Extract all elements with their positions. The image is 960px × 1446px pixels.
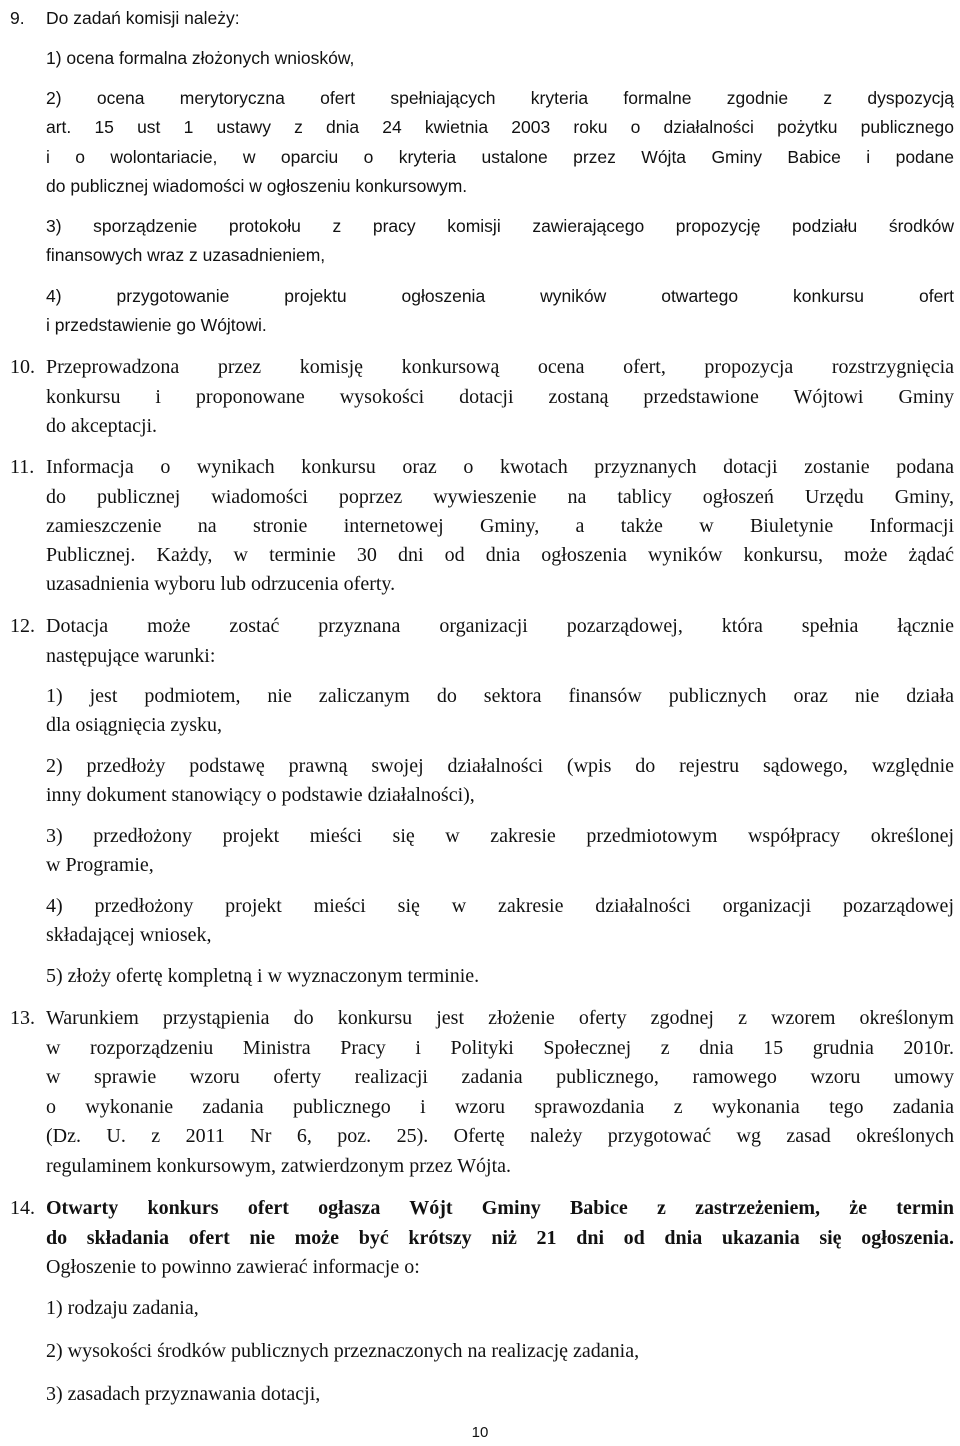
item-number: 11. [10,456,35,478]
item-number: 12. [10,615,35,637]
document-page: 9. Do zadań komisji należy: 1) ocena formalna złożonych wniosków, 2) ocena merytoryczna ofert spełniających kryteria formalne zgodnie z dyspozycją art. 15 ust 1 ustawy z dnia 24 kwietnia 2003 roku o działalności pożytku publicznego i o wolontariacie, w oparciu o kryteria ustalone przez Wójta Gminy Babice i podane do publicznej wiadomości w ogłoszeniu konkursowym. 3) sporządzenie protokołu z pracy komisji zawierającego propozycję podziału środków finansowych wraz z uzasadnieniem, 4) przygotowanie projektu ogłoszenia wyników otwartego konkursu ofert i przedstawienie go Wójtowi. 10. Przeprowadzona przez komisję konkursową ocena ofert, propozycja rozstrzygnięcia konkursu i proponowane wysokości dotacji zostaną przedstawione Wójtowi Gminy do akceptacji. 11. Informacja o wynikach konkursu oraz o kwotach przyznanych dotacji zostanie podana do publicznej wiadomości poprzez wywieszenie na tablicy ogłoszeń Urzędu Gminy, zamieszczenie na stronie internetowej Gminy, a także w Biuletynie Informacji Publicznej. Każdy, w terminie 30 dni od dnia ogłoszenia wyników konkursu, może żądać uzasadnienia wyboru lub odrzucenia oferty. 12. Dotacja może zostać przyznana organizacji pozarządowej, która spełnia łącznie następujące warunki: 1) jest podmiotem, nie zaliczanym do sektora finansów publicznych oraz nie działa dla osiągnięcia zysku, 2) przedłoży podstawę prawną swojej działalności (wpis do rejestru sądowego, względnie inny dokument stanowiący o podstawie działalności), 3) przedłożony projekt mieści się w zakresie przedmiotowym współpracy określonej w Programie, 4) przedłożony projekt mieści się w zakresie działalności organizacji pozarządowej składającej wniosek, 5) złoży ofertę kompletną i w wyznaczonym terminie. 13. Warunkiem przystąpienia do konkursu jest złożenie oferty zgodnej z wzorem określonym w rozporządzeniu Ministra Pracy i Polityki Społecznej z dnia 15 grudnia 2010r. w sprawie wzoru oferty realizacji zadania publicznego, ramowego wzoru umowy o wykonanie zadania publicznego i wzoru sprawozdania z wykonania tego zadania (Dz. U. z 2011 Nr 6, poz. 25). Ofertę należy przygotować wg zasad określonych regulaminem konkursowym, zatwierdzonym przez Wójta. 14. Otwarty konkurs ofert ogłasza Wójt Gminy Babice z zastrzeżeniem, że termin do składania ofert nie może być krótszy niż 21 dni od dnia ukazania się ogłoszenia. Ogłoszenie to powinno zawierać informacje o: 1) rodzaju zadania, 2) wysokości środków publicznych przeznaczonych na realizację zadania, 3) zasadach przyznawania dotacji, 10 [0,0,960,1446]
page-number: 10 [471,1424,489,1441]
bold-statement: do składania ofert nie może być krótszy niż 21 dni od dnia ukazania się ogłoszenia. [46,1227,954,1249]
item-number: 13. [10,1007,35,1029]
item-heading: Do zadań komisji należy: [46,8,240,28]
item-number: 9. [10,8,25,28]
bold-statement: Otwarty konkurs ofert ogłasza Wójt Gminy Babice z zastrzeżeniem, że termin [46,1197,954,1219]
item-number: 14. [10,1197,35,1219]
item-number: 10. [10,356,35,378]
